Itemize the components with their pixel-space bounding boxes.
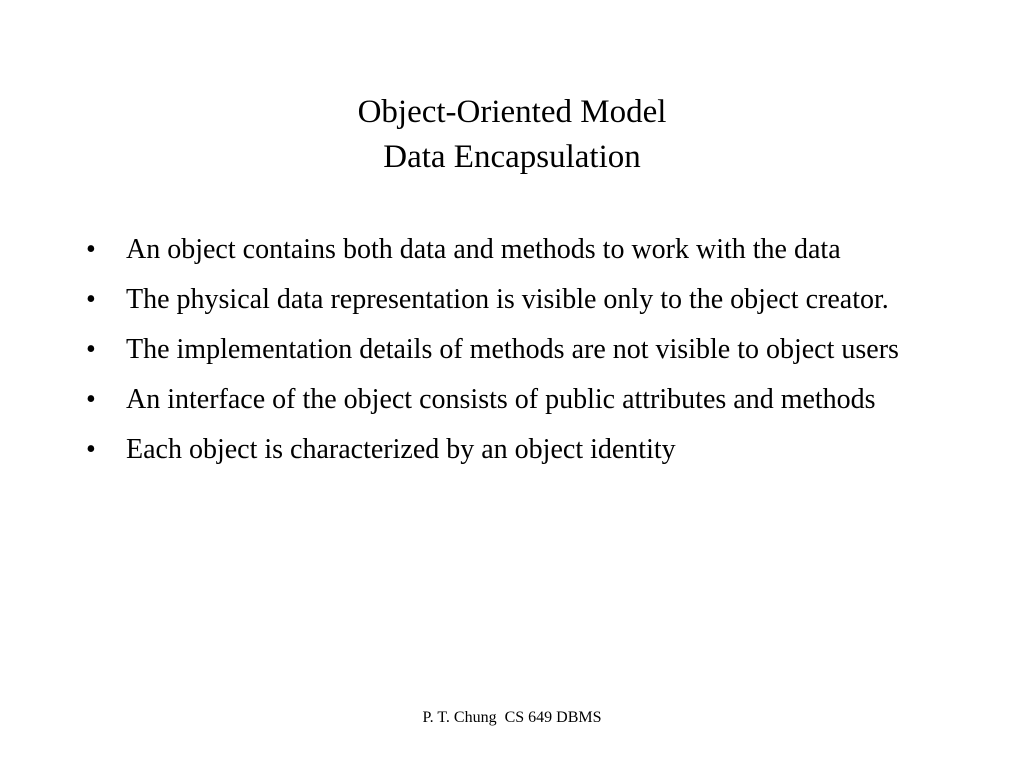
bullet-text: The physical data representation is visible only to the object creator. — [126, 284, 889, 315]
bullet-marker: • — [86, 384, 96, 415]
bullet-marker: • — [86, 434, 96, 465]
bullet-item — [86, 280, 946, 320]
bullet-text: Each object is characterized by an object identity — [126, 434, 676, 465]
bullet-item — [86, 330, 946, 370]
bullet-text: An interface of the object consists of public attributes and methods — [126, 384, 876, 415]
bullet-marker: • — [86, 234, 96, 265]
slide-footer: P. T. Chung CS 649 DBMS — [422, 709, 602, 726]
bullet-marker: • — [86, 284, 96, 315]
title-line-1: Object-Oriented Model — [357, 94, 667, 130]
bullet-list — [86, 230, 946, 480]
bullet-item — [86, 380, 946, 420]
bullet-text: An object contains both data and methods to work with the data — [126, 234, 841, 265]
bullet-item — [86, 430, 946, 470]
bullet-text: The implementation details of methods are not visible to object users — [126, 334, 899, 365]
bullet-marker: • — [86, 334, 96, 365]
title-line-2: Data Encapsulation — [383, 139, 641, 175]
bullet-item — [86, 230, 946, 270]
slide-title — [0, 90, 1024, 180]
